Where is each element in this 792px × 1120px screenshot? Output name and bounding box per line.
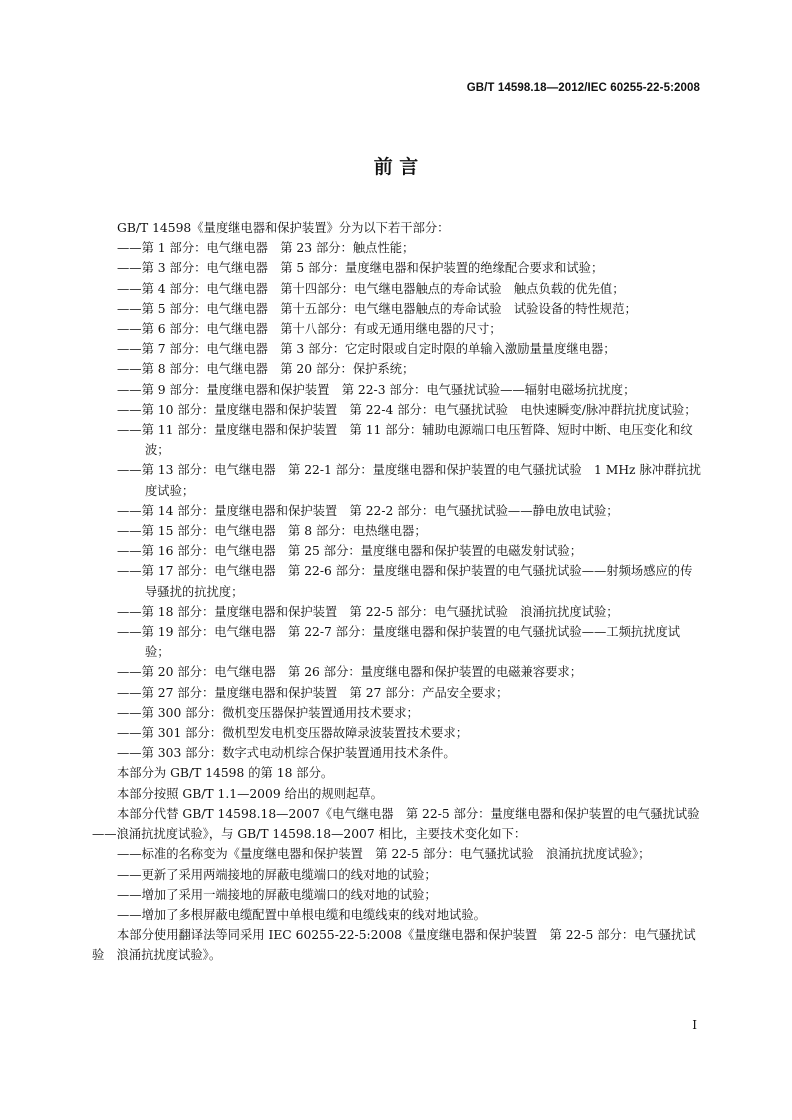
list-item: ——第 6 部分：电气继电器 第十八部分：有或无通用继电器的尺寸； <box>117 322 502 337</box>
standard-header: GB/T 14598.18—2012/IEC 60255-22-5:2008 <box>466 82 700 94</box>
part-of-paragraph: 本部分为 GB/T 14598 的第 18 部分。 <box>117 766 334 781</box>
list-item: ——增加了采用一端接地的屏蔽电缆端口的线对地的试验； <box>117 887 437 902</box>
list-item: ——第 8 部分：电气继电器 第 20 部分：保护系统； <box>117 362 415 377</box>
list-item: ——第 20 部分：电气继电器 第 26 部分：量度继电器和保护装置的电磁兼容要求； <box>117 665 583 680</box>
list-item: ——第 301 部分：微机型发电机变压器故障录波装置技术要求； <box>117 726 469 741</box>
list-item: ——第 9 部分：量度继电器和保护装置 第 22-3 部分：电气骚扰试验——辐射电磁场抗扰度； <box>117 382 636 397</box>
list-item: ——第 11 部分：量度继电器和保护装置 第 11 部分：辅助电源端口电压暂降、短时中断、电压变化和纹波； <box>117 423 693 458</box>
changes-list <box>92 844 704 925</box>
list-item: ——第 19 部分：电气继电器 第 22-7 部分：量度继电器和保护装置的电气骚扰试验——工频抗扰度试验； <box>117 625 681 660</box>
list-item: ——第 13 部分：电气继电器 第 22-1 部分：量度继电器和保护装置的电气骚扰试验 1 MHz 脉冲群抗扰度试验； <box>117 463 701 498</box>
page-title: 前 言 <box>373 156 419 178</box>
list-item: ——第 3 部分：电气继电器 第 5 部分：量度继电器和保护装置的绝缘配合要求和试验； <box>117 261 604 276</box>
intro-paragraph: GB/T 14598《量度继电器和保护装置》分为以下若干部分： <box>117 221 450 235</box>
translation-paragraph: 本部分使用翻译法等同采用 IEC 60255-22-5:2008《量度继电器和保护装置 第 22-5 部分：电气骚扰试验 浪涌抗扰度试验》。 <box>92 928 696 963</box>
list-item: ——第 300 部分：微机变压器保护装置通用技术要求； <box>117 705 419 720</box>
list-item: ——第 1 部分：电气继电器 第 23 部分：触点性能； <box>117 241 415 256</box>
list-item: ——第 27 部分：量度继电器和保护装置 第 27 部分：产品安全要求； <box>117 685 509 700</box>
list-item: ——第 16 部分：电气继电器 第 25 部分：量度继电器和保护装置的电磁发射试验； <box>117 544 583 559</box>
replaces-paragraph: 本部分代替 GB/T 14598.18—2007《电气继电器 第 22-5 部分：量度继电器和保护装置的电气骚扰试验——浪涌抗扰度试验》，与 GB/T 14598.18—2007 相比，主要技术变化如下： <box>92 806 700 842</box>
list-item: ——第 4 部分：电气继电器 第十四部分：电气继电器触点的寿命试验 触点负载的优先值； <box>117 281 625 296</box>
foreword-body <box>92 218 704 966</box>
list-item: ——第 15 部分：电气继电器 第 8 部分：电热继电器； <box>117 524 427 539</box>
list-item: ——更新了采用两端接地的屏蔽电缆端口的线对地的试验； <box>117 867 437 882</box>
list-item: ——第 303 部分：数字式电动机综合保护装置通用技术条件。 <box>117 746 456 761</box>
list-item: ——增加了多根屏蔽电缆配置中单根电缆和电缆线束的线对地试验。 <box>117 907 486 922</box>
list-item: ——第 10 部分：量度继电器和保护装置 第 22-4 部分：电气骚扰试验 电快速瞬变/脉冲群抗扰度试验； <box>117 402 697 417</box>
list-item: ——标准的名称变为《量度继电器和保护装置 第 22-5 部分：电气骚扰试验 浪涌抗扰度试验》； <box>117 847 651 862</box>
list-item: ——第 5 部分：电气继电器 第十五部分：电气继电器触点的寿命试验 试验设备的特性规范； <box>117 301 637 316</box>
page-number: I <box>692 1018 697 1032</box>
drafting-paragraph: 本部分按照 GB/T 1.1—2009 给出的规则起草。 <box>117 786 383 801</box>
list-item: ——第 18 部分：量度继电器和保护装置 第 22-5 部分：电气骚扰试验 浪涌抗扰度试验； <box>117 604 619 619</box>
parts-list <box>92 238 704 763</box>
list-item: ——第 17 部分：电气继电器 第 22-6 部分：量度继电器和保护装置的电气骚扰试验——射频场感应的传导骚扰的抗扰度； <box>117 564 693 599</box>
list-item: ——第 14 部分：量度继电器和保护装置 第 22-2 部分：电气骚扰试验——静电放电试验； <box>117 503 619 518</box>
list-item: ——第 7 部分：电气继电器 第 3 部分：它定时限或自定时限的单输入激励量量度继电器； <box>117 342 616 357</box>
